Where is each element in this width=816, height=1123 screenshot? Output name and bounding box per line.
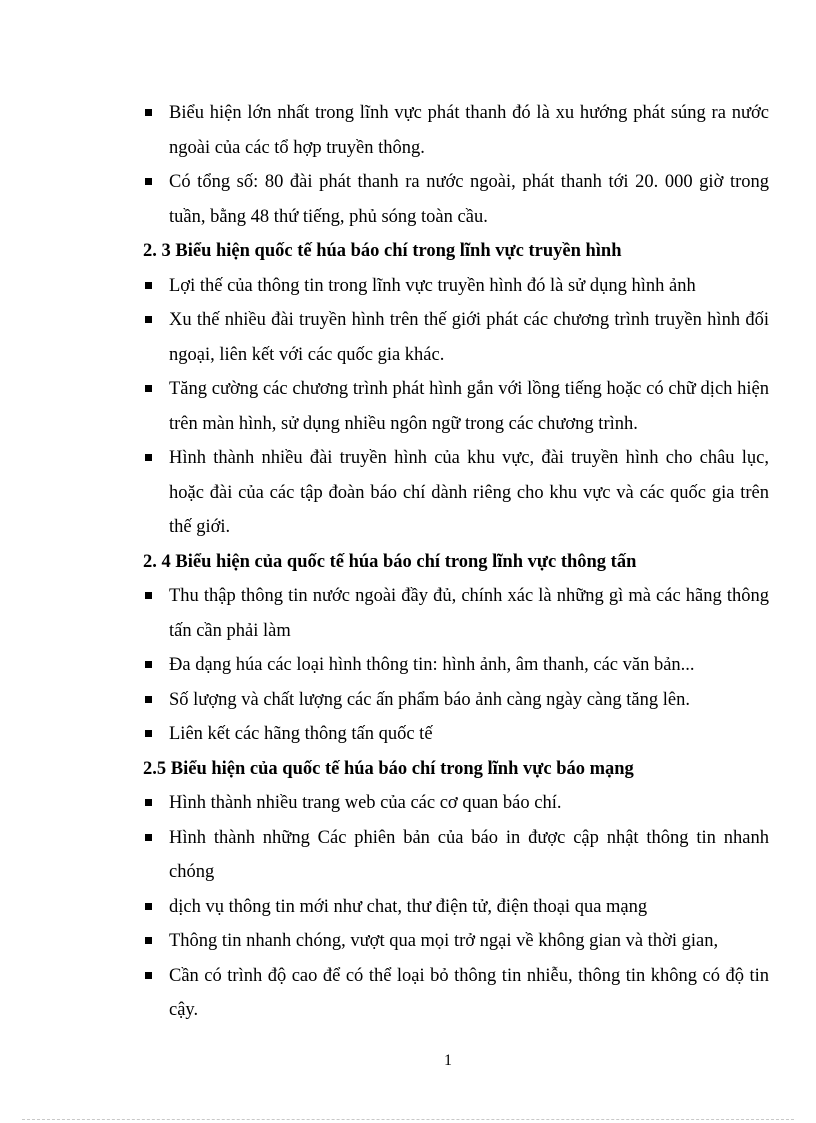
bullet-text: Thu thập thông tin nước ngoài đầy đủ, chính xác là những gì mà các hãng thông tấn cần phải làm [169,586,769,641]
square-bullet-icon [145,316,152,323]
bullet-item [143,717,769,752]
bullet-text: Xu thế nhiều đài truyền hình trên thế giới phát các chương trình truyền hình đối ngoại, liên kết với các quốc gia khác. [169,310,769,365]
bullet-item [143,165,769,234]
bullet-text: Đa dạng húa các loại hình thông tin: hình ảnh, âm thanh, các văn bản... [169,655,695,675]
bullet-item [143,683,769,718]
square-bullet-icon [145,385,152,392]
square-bullet-icon [145,282,152,289]
square-bullet-icon [145,799,152,806]
square-bullet-icon [145,661,152,668]
document-body [143,96,769,1028]
bullet-item [143,648,769,683]
bullet-item [143,924,769,959]
bullet-text: Số lượng và chất lượng các ấn phẩm báo ảnh càng ngày càng tăng lên. [169,689,690,710]
bullet-item [143,96,769,165]
square-bullet-icon [145,730,152,737]
page-bottom-divider [22,1119,794,1120]
section-heading: 2. 4 Biểu hiện của quốc tế húa báo chí trong lĩnh vực thông tấn [143,551,637,572]
bullet-item [143,579,769,648]
square-bullet-icon [145,696,152,703]
bullet-text: Hình thành nhiều đài truyền hình của khu vực, đài truyền hình cho châu lục, hoặc đài của các tập đoàn báo chí dành riêng cho khu vực và các quốc gia trên thế giới. [169,448,769,537]
bullet-text: dịch vụ thông tin mới như chat, thư điện tử, điện thoại qua mạng [169,896,648,917]
bullet-item [143,786,769,821]
bullet-text: Tăng cường các chương trình phát hình gắn với lồng tiếng hoặc có chữ dịch hiện trên màn hình, sử dụng nhiều ngôn ngữ trong các chương trình. [169,379,769,434]
square-bullet-icon [145,834,152,841]
square-bullet-icon [145,178,152,185]
square-bullet-icon [145,454,152,461]
bullet-item [143,821,769,890]
square-bullet-icon [145,972,152,979]
bullet-text: Liên kết các hãng thông tấn quốc tế [169,724,433,744]
section-heading: 2.5 Biểu hiện của quốc tế húa báo chí trong lĩnh vực báo mạng [143,758,634,779]
bullet-text: Có tổng số: 80 đài phát thanh ra nước ngoài, phát thanh tới 20. 000 giờ trong tuần, bằng 48 thứ tiếng, phủ sóng toàn cầu. [169,172,769,227]
bullet-item [143,303,769,372]
bullet-text: Biểu hiện lớn nhất trong lĩnh vực phát thanh đó là xu hướng phát súng ra nước ngoài của các tổ hợp truyền thông. [169,103,769,158]
bullet-text: Hình thành những Các phiên bản của báo in được cập nhật thông tin nhanh chóng [169,827,769,882]
bullet-item [143,890,769,925]
bullet-text: Hình thành nhiều trang web của các cơ quan báo chí. [169,793,562,813]
bullet-item [143,372,769,441]
bullet-item [143,269,769,304]
square-bullet-icon [145,109,152,116]
bullet-text: Lợi thế của thông tin trong lĩnh vực truyền hình đó là sử dụng hình ảnh [169,275,696,296]
section-heading: 2. 3 Biểu hiện quốc tế húa báo chí trong lĩnh vực truyền hình [143,241,622,261]
square-bullet-icon [145,937,152,944]
bullet-item [143,441,769,545]
square-bullet-icon [145,592,152,599]
bullet-text: Cần có trình độ cao để có thể loại bỏ thông tin nhiễu, thông tin không có độ tin cậy. [169,965,769,1020]
square-bullet-icon [145,903,152,910]
page-number: 1 [444,1052,452,1069]
bullet-item [143,959,769,1028]
bullet-text: Thông tin nhanh chóng, vượt qua mọi trở ngại về không gian và thời gian, [169,931,719,951]
